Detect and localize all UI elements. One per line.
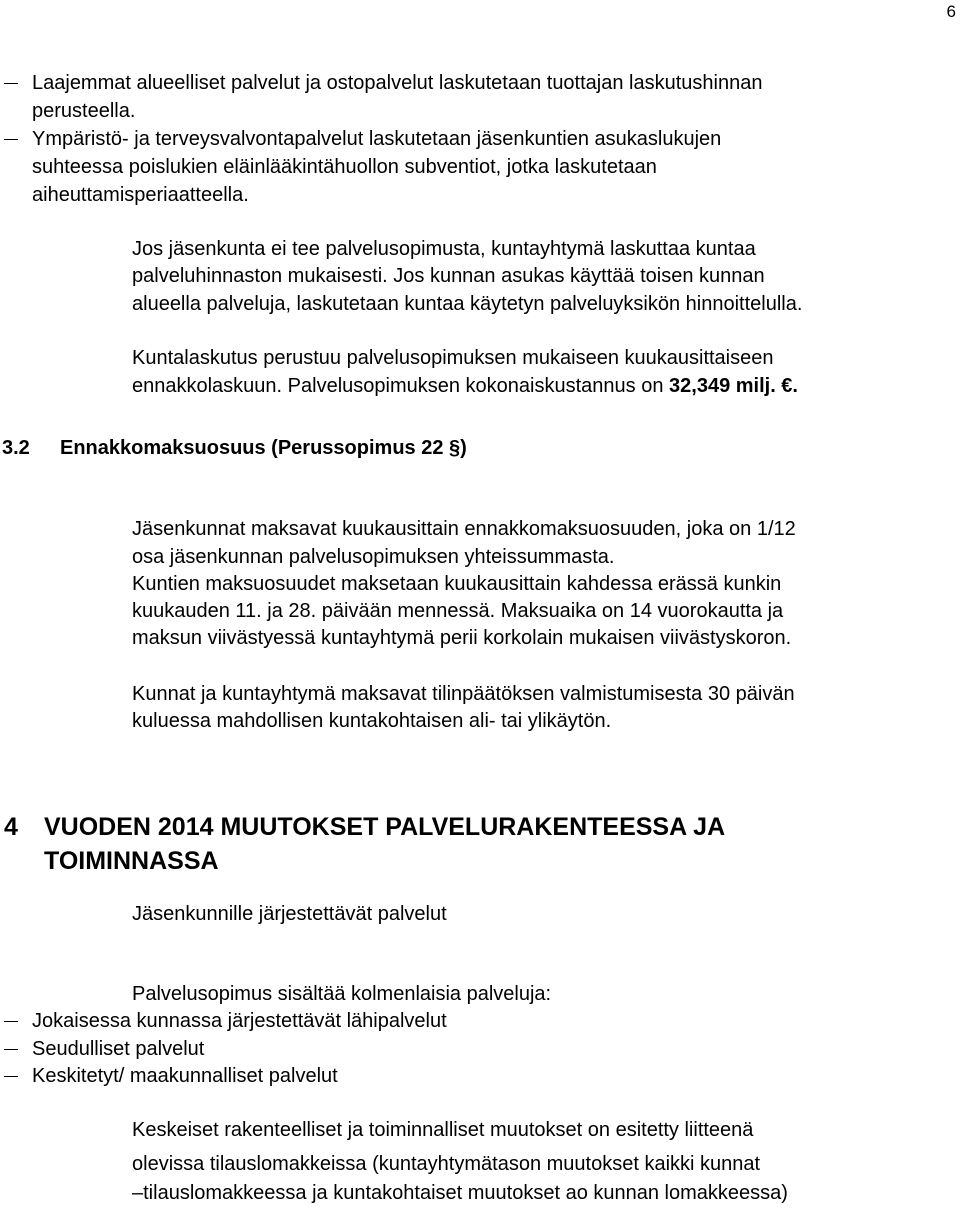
dash-bullet-icon <box>4 83 18 84</box>
section-title: Ennakkomaksuosuus (Perussopimus 22 §) <box>60 437 467 459</box>
paragraph-line: osa jäsenkunnan palvelusopimuksen yhteissummasta. <box>132 546 615 568</box>
paragraph-line: Kuntalaskutus perustuu palvelusopimuksen mukaiseen kuukausittaiseen <box>132 347 774 369</box>
paragraph-line: olevissa tilauslomakkeissa (kuntayhtymätason muutokset kaikki kunnat <box>132 1153 761 1175</box>
paragraph-line: kuluessa mahdollisen kuntakohtaisen ali- tai ylikäytön. <box>132 710 612 732</box>
dash-bullet-icon <box>4 1076 18 1077</box>
bullet-text-continued: perusteella. <box>32 100 136 122</box>
section-number: 4 <box>4 813 18 841</box>
dash-bullet-icon <box>4 139 18 140</box>
bullet-text: Ympäristö- ja terveysvalvontapalvelut laskutetaan jäsenkuntien asukaslukujen <box>32 128 722 150</box>
paragraph-line <box>132 372 798 400</box>
list-item-text: Seudulliset palvelut <box>32 1038 205 1060</box>
list-item <box>2 1062 338 1090</box>
paragraph-text: ennakkolaskuun. Palvelusopimuksen kokonaiskustannus on <box>132 375 670 397</box>
paragraph-line: Keskeiset rakenteelliset ja toiminnalliset muutokset on esitetty liitteenä <box>132 1119 754 1141</box>
bullet-item <box>2 125 721 153</box>
dash-bullet-icon <box>4 1021 18 1022</box>
paragraph-line: maksun viivästyessä kuntayhtymä perii korkolain mukaisen viivästyskoron. <box>132 627 792 649</box>
page-number: 6 <box>946 2 956 21</box>
paragraph-line: palveluhinnaston mukaisesti. Jos kunnan asukas käyttää toisen kunnan <box>132 265 765 287</box>
section-heading-3-2 <box>2 434 467 462</box>
section-title-continued: TOIMINNASSA <box>44 847 219 875</box>
paragraph-line: Jäsenkunnat maksavat kuukausittain ennakkomaksuosuuden, joka on 1/12 <box>132 518 796 540</box>
bullet-text-continued: aiheuttamisperiaatteella. <box>32 184 249 206</box>
bullet-text: Laajemmat alueelliset palvelut ja ostopalvelut laskutetaan tuottajan laskutushinnan <box>32 72 763 94</box>
paragraph-line: –tilauslomakkeessa ja kuntakohtaiset muutokset ao kunnan lomakkeessa) <box>132 1182 788 1204</box>
list-item-text: Jokaisessa kunnassa järjestettävät lähipalvelut <box>32 1010 447 1032</box>
paragraph-line: kuukauden 11. ja 28. päivään mennessä. Maksuaika on 14 vuorokautta ja <box>132 600 784 622</box>
paragraph-line: Kuntien maksuosuudet maksetaan kuukausittain kahdessa erässä kunkin <box>132 573 782 595</box>
section-heading-4 <box>4 810 725 844</box>
list-item <box>2 1007 447 1035</box>
paragraph-line: Kunnat ja kuntayhtymä maksavat tilinpäätöksen valmistumisesta 30 päivän <box>132 683 795 705</box>
dash-bullet-icon <box>4 1049 18 1050</box>
list-item <box>2 1035 204 1063</box>
list-item-text: Keskitetyt/ maakunnalliset palvelut <box>32 1065 338 1087</box>
services-intro: Palvelusopimus sisältää kolmenlaisia palveluja: <box>132 983 552 1005</box>
section-number: 3.2 <box>2 437 30 459</box>
paragraph-line: alueella palveluja, laskutetaan kuntaa käytetyn palveluyksikön hinnoittelulla. <box>132 293 803 315</box>
paragraph-line: Jos jäsenkunta ei tee palvelusopimusta, kuntayhtymä laskuttaa kuntaa <box>132 238 756 260</box>
total-cost-value: 32,349 milj. €. <box>669 375 798 397</box>
section-title: VUODEN 2014 MUUTOKSET PALVELURAKENTEESSA JA <box>44 813 726 841</box>
bullet-text-continued: suhteessa poislukien eläinlääkintähuollon subventiot, jotka laskutetaan <box>32 156 657 178</box>
bullet-item <box>2 69 762 97</box>
subheading: Jäsenkunnille järjestettävät palvelut <box>132 903 447 925</box>
